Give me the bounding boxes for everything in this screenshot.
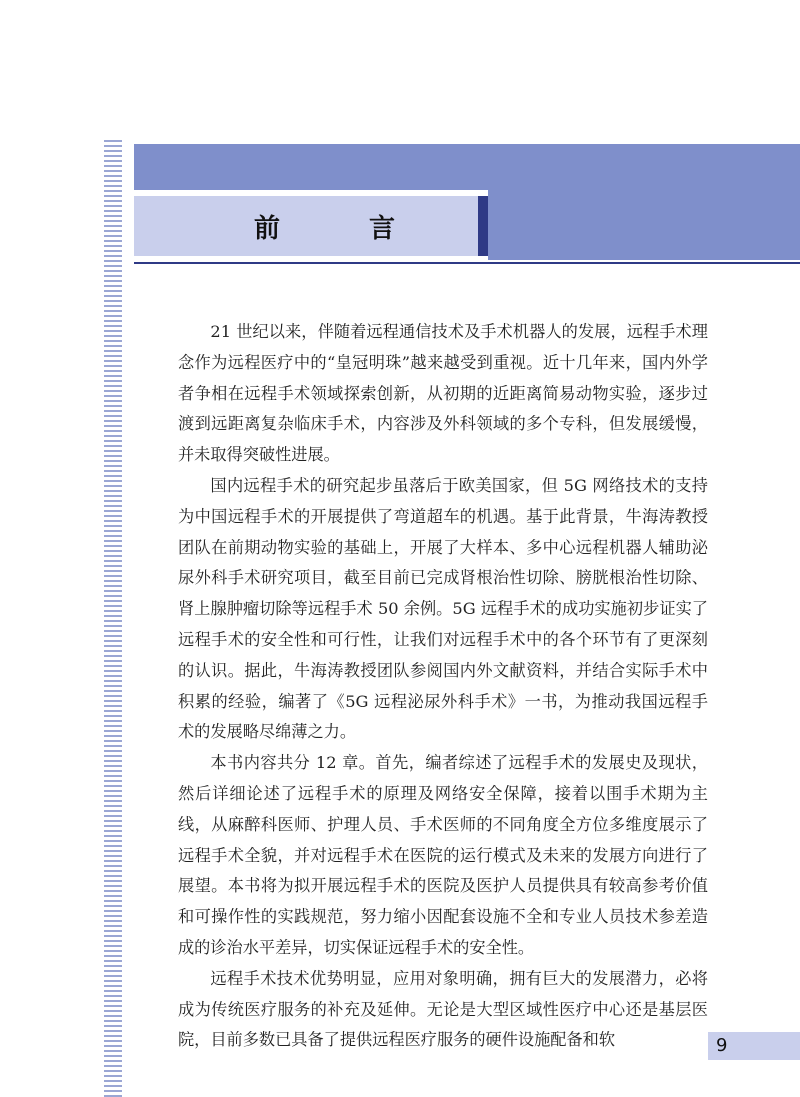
header-band-top [134, 144, 800, 190]
header-dark-edge [478, 196, 488, 256]
paragraph-4: 远程手术技术优势明显，应用对象明确，拥有巨大的发展潜力，必将成为传统医疗服务的补充及延伸。无论是大型区域性医疗中心还是基层医院，目前多数已具备了提供远程医疗服务的硬件设施配备和软 [178, 968, 708, 1050]
header-rule [134, 262, 800, 264]
header-band-right [488, 190, 800, 260]
paragraph-3: 本书内容共分 12 章。首先，编者综述了远程手术的发展史及现状，然后详细论述了远程手术的原理及网络安全保障，接着以围手术期为主线，从麻醉科医师、护理人员、手术医师的不同角度全方位多维度展示了远程手术全貌，并对远程手术在医院的运行模式及未来的发展方向进行了展望。本书将为拟开展远程手术的医院及医护人员提供具有较高参考价值和可操作性的实践规范，努力缩小因配套设施不全和专业人员技术参差造成的诊治水平差异，切实保证远程手术的安全性。 [178, 753, 708, 957]
paragraph-2: 国内远程手术的研究起步虽落后于欧美国家，但 5G 网络技术的支持为中国远程手术的开展提供了弯道超车的机遇。基于此背景，牛海涛教授团队在前期动物实验的基础上，开展了大样本、多中心远程机器人辅助泌尿外科手术研究项目，截至目前已完成肾根治性切除、膀胱根治性切除、肾上腺肿瘤切除等远程手术 50 余例。5G 远程手术的成功实施初步证实了远程手术的安全性和可行性，让我们对远程手术中的各个环节有了更深刻的认识。据此，牛海涛教授团队参阅国内外文献资料，并结合实际手术中积累的经验，编著了《5G 远程泌尿外科手术》一书，为推动我国远程手术的发展略尽绵薄之力。 [178, 475, 708, 742]
paragraph-1: 21 世纪以来，伴随着远程通信技术及手术机器人的发展，远程手术理念作为远程医疗中的“皇冠明珠”越来越受到重视。近十几年来，国内外学者争相在远程手术领域探索创新，从初期的近距离简易动物实验，逐步过渡到远距离复杂临床手术，内容涉及外科领域的多个专科，但发展缓慢，并未取得突破性进展。 [178, 322, 708, 465]
margin-stripe-decoration [104, 140, 122, 1097]
page-number: 9 [716, 1035, 728, 1056]
page-title: 前 言 [254, 214, 436, 244]
body-text [178, 317, 708, 1056]
